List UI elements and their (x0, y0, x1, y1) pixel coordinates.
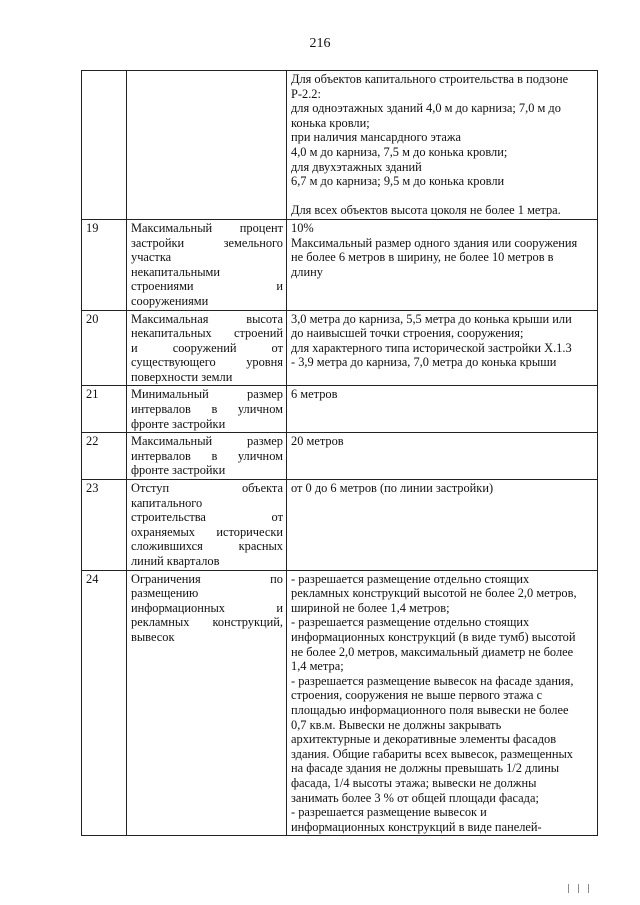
parameter-name (127, 386, 287, 433)
row-number (82, 71, 127, 220)
parameter-name-line: некапитальными (131, 264, 220, 279)
table-row (82, 570, 598, 836)
parameter-name-line: и сооружений от (131, 340, 283, 355)
row-number: 24 (82, 570, 127, 836)
table-row (82, 219, 598, 310)
parameter-value-line: информационных конструкций (в виде тумб) высотой (291, 629, 576, 644)
parameter-name-line: сложившихся красных (131, 539, 283, 554)
parameter-value-line: - разрешается размещение отдельно стоящих (291, 571, 530, 586)
parameter-value-line: - 3,9 метра до карниза, 7,0 метра до конька крыши (291, 355, 557, 370)
table-row (82, 386, 598, 433)
parameter-value-line: длину (291, 264, 323, 279)
parameter-value-line: архитектурные и декоративные элементы фасадов (291, 732, 557, 747)
parameter-name-line: рекламных конструкций, (131, 615, 283, 630)
parameter-value-line: строения, сооружения не выше первого этажа с (291, 688, 543, 703)
row-number: 23 (82, 480, 127, 571)
parameter-value-line: не более 2,0 метров, максимальный диаметр не более (291, 644, 574, 659)
parameter-name-line: размещению (131, 586, 199, 601)
parameter-name (127, 219, 287, 310)
parameter-value-line: 20 метров (291, 434, 344, 449)
row-number: 19 (82, 219, 127, 310)
parameter-value (287, 570, 598, 836)
parameter-value-line: Для объектов капитального строительства в подзоне (291, 72, 569, 86)
parameter-name-line: поверхности земли (131, 369, 233, 384)
parameter-name-line: застройки земельного (131, 235, 283, 250)
parameter-name (127, 480, 287, 571)
parameter-value-line: при наличия мансардного этажа (291, 130, 461, 145)
table-row (82, 71, 598, 220)
parameter-value-line: занимать более 3 % от общей площади фасада; (291, 790, 539, 805)
parameter-value-line: 1,4 метра; (291, 659, 344, 674)
parameter-value-line: 4,0 м до карниза, 7,5 м до конька кровли; (291, 144, 508, 159)
parameter-name-line: интервалов в уличном (131, 402, 283, 417)
parameter-name-line: Максимальный процент (131, 220, 283, 235)
parameter-name-line: Максимальный размер (131, 434, 283, 449)
parameter-name-line: существующего уровня (131, 355, 283, 370)
parameter-value-line: - разрешается размещение вывесок и (291, 805, 487, 820)
table-row (82, 480, 598, 571)
page-number: 216 (309, 36, 331, 51)
parameter-value (287, 71, 598, 220)
parameter-value (287, 433, 598, 480)
parameter-value-line: 6,7 м до карниза; 9,5 м до конька кровли (291, 174, 505, 189)
parameter-value-line: здания. Общие габариты всех вывесок, размещенных (291, 746, 574, 761)
parameter-value (287, 310, 598, 386)
parameter-value-line: - разрешается размещение вывесок на фасаде здания, (291, 673, 574, 688)
parameter-name (127, 570, 287, 836)
parameter-name-line: охраняемых исторически (131, 524, 283, 539)
parameter-value-line: 3,0 метра до карниза, 5,5 метра до конька крыши или (291, 311, 572, 326)
parameter-value-line: для двухэтажных зданий (291, 159, 422, 174)
row-number: 22 (82, 433, 127, 480)
parameter-name (127, 71, 287, 220)
parameter-name (127, 310, 287, 386)
parameter-name-line: Максимальная высота (131, 311, 283, 326)
parameter-value-line: фасада, 1/4 высоты этажа; вывески не должны (291, 775, 537, 790)
regulations-table (81, 70, 598, 836)
parameter-value-line: 0,7 кв.м. Вывески не должны закрывать (291, 717, 502, 732)
parameter-value-line: от 0 до 6 метров (по линии застройки) (291, 481, 494, 496)
parameter-value-line: - разрешается размещение отдельно стоящих (291, 615, 530, 630)
parameter-name-line: Отступ объекта (131, 481, 283, 496)
parameter-name-line: Ограничения по (131, 571, 283, 586)
parameter-value (287, 386, 598, 433)
table-body (82, 71, 598, 836)
parameter-value-line: Максимальный размер одного здания или сооружения (291, 235, 578, 250)
parameter-value-line: до наивысшей точки строения, сооружения; (291, 326, 524, 341)
parameter-value-line: Р-2.2: (291, 86, 321, 101)
parameter-value-line: Для всех объектов высота цоколя не более 1 метра. (291, 203, 561, 218)
parameter-name-line: сооружениями (131, 293, 209, 308)
parameter-name-line: интервалов в уличном (131, 448, 283, 463)
parameter-name-line: вывесок (131, 629, 175, 644)
parameter-value-line: конька кровли; (291, 115, 370, 130)
parameter-value-line: рекламных конструкций высотой не более 2,0 метров, (291, 586, 577, 601)
parameter-value-line: информационных конструкций в виде панелей- (291, 819, 542, 834)
parameter-name-line: фронте застройки (131, 463, 226, 478)
table-row (82, 433, 598, 480)
parameter-name-line: строениями и (131, 279, 283, 294)
row-number: 21 (82, 386, 127, 433)
parameter-name-line: фронте застройки (131, 416, 226, 431)
table-row (82, 310, 598, 386)
parameter-name-line: строительства от (131, 510, 283, 525)
parameter-name-line: линий кварталов (131, 554, 220, 568)
parameter-name-line: информационных и (131, 600, 283, 615)
parameter-value-line: для характерного типа исторической застройки Х.1.3 (291, 340, 572, 355)
parameter-value-line: площадью информационного поля вывески не более (291, 702, 569, 717)
parameter-name-line: капитального (131, 495, 203, 510)
parameter-name-line: участка (131, 250, 172, 265)
parameter-value-line: 10% (291, 220, 314, 235)
footer-mark: | | | (567, 884, 592, 894)
parameter-value-line: шириной не более 1,4 метров; (291, 600, 450, 615)
parameter-name-line: Минимальный размер (131, 387, 283, 402)
parameter-value-line: не более 6 метров в ширину, не более 10 метров в (291, 250, 554, 265)
parameter-value (287, 219, 598, 310)
row-number: 20 (82, 310, 127, 386)
parameter-value (287, 480, 598, 571)
parameter-value-line (291, 189, 594, 204)
parameter-name-line: некапитальных строений (131, 326, 283, 341)
parameter-value-line: для одноэтажных зданий 4,0 м до карниза; 7,0 м до (291, 101, 561, 116)
parameter-value-line: на фасаде здания не должны превышать 1/2 длины (291, 761, 560, 776)
parameter-name (127, 433, 287, 480)
parameter-value-line: 6 метров (291, 387, 338, 402)
